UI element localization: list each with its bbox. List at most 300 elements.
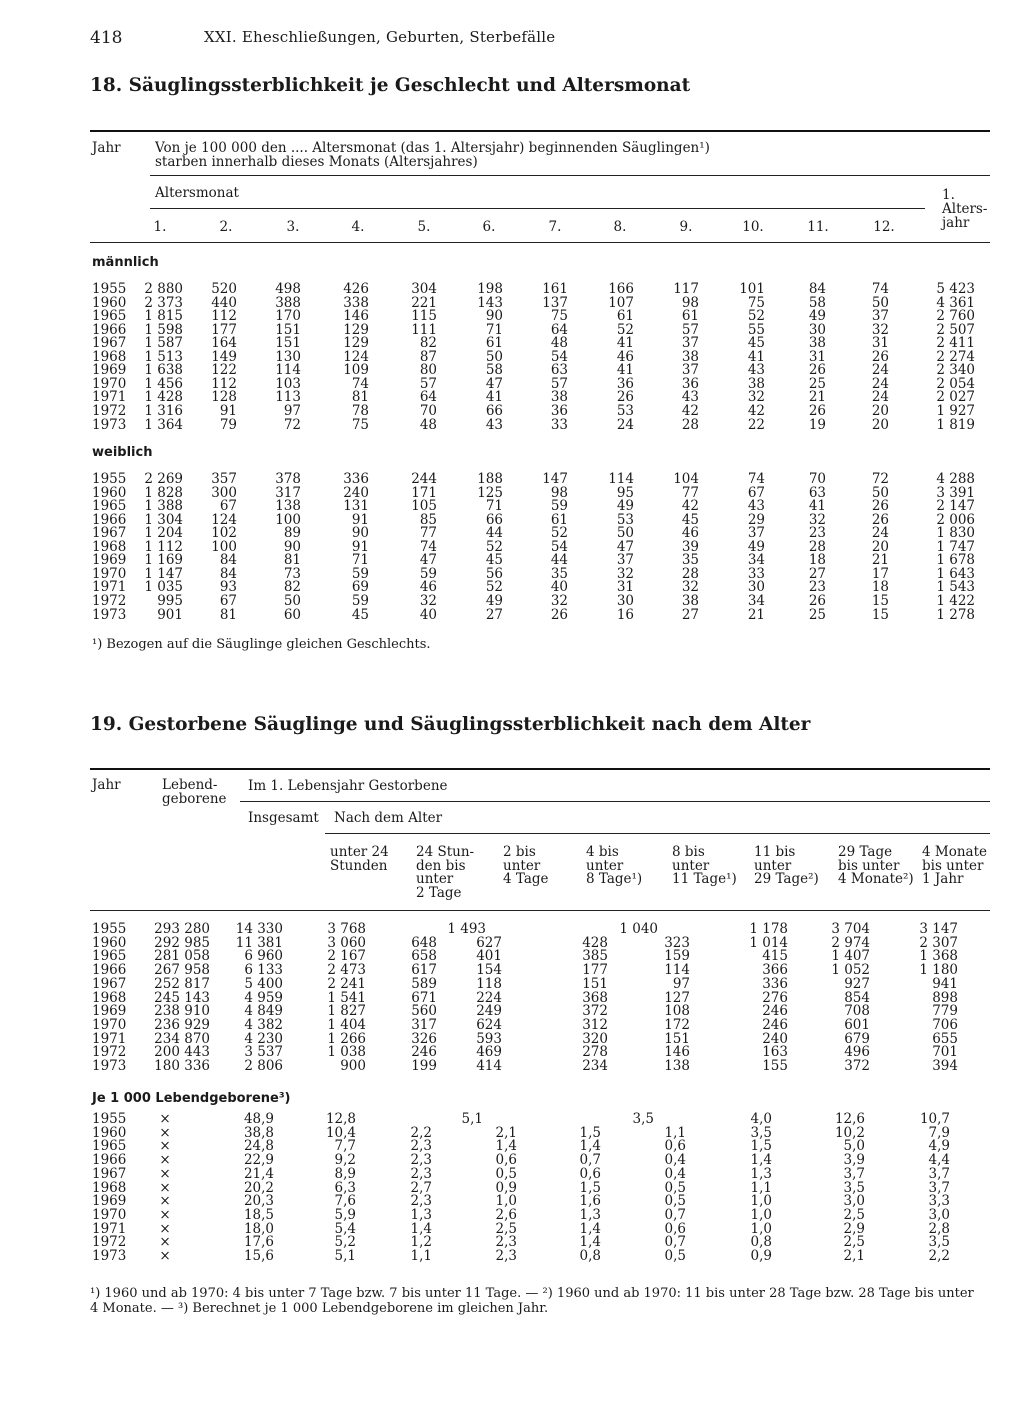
t19-value-cell: 3 060 — [327, 934, 366, 951]
t18-value-cell: 34 — [747, 552, 765, 569]
t19-year-cell: 1971 — [92, 1220, 127, 1237]
t18-value-cell: 77 — [681, 484, 699, 501]
t18-value-cell: 37 — [681, 335, 699, 352]
t19-value-cell: 679 — [844, 1030, 870, 1047]
t19-value-cell: 394 — [932, 1058, 958, 1074]
t18-value-cell: 1 638 — [144, 362, 183, 379]
t18-value-cell: 79 — [219, 416, 237, 433]
t18-value-cell: 338 — [343, 294, 369, 311]
t18-value-cell: 48 — [550, 335, 568, 352]
t18-value-cell: 26 — [871, 348, 889, 365]
t19-value-cell: 246 — [411, 1044, 437, 1061]
t19-value-cell: 898 — [932, 989, 958, 1006]
t18-value-cell: 149 — [211, 348, 237, 365]
t18-value-cell: 1 830 — [936, 525, 975, 542]
t18-value-cell: 57 — [419, 375, 437, 392]
t18-value-cell: 35 — [550, 565, 568, 582]
t19-value-cell: 5,1 — [461, 1111, 483, 1127]
t18-value-cell: 171 — [411, 484, 437, 501]
t19-value-cell: 658 — [411, 948, 437, 965]
t18-value-cell: 177 — [211, 321, 237, 338]
t19-value-cell: 5 400 — [244, 975, 283, 992]
t18-value-cell: 105 — [411, 498, 437, 515]
t18-value-cell: 30 — [616, 592, 634, 609]
t18-value-cell: 58 — [485, 362, 503, 379]
t19-value-cell: 1 368 — [919, 948, 958, 965]
t19-value-cell: 3,5 — [843, 1179, 865, 1196]
t18-value-cell: 39 — [681, 538, 699, 555]
t19-value-cell: 24,8 — [243, 1138, 274, 1155]
t19-value-cell: 163 — [762, 1044, 788, 1061]
t18-value-cell: 61 — [485, 335, 503, 352]
table-18-top-rule — [90, 130, 990, 132]
t18-value-cell: 21 — [747, 606, 765, 623]
t18-value-cell: 2 373 — [144, 294, 183, 311]
t18-year-cell: 1968 — [92, 538, 127, 555]
t19-value-cell: 2,3 — [410, 1193, 432, 1210]
t18-value-cell: 1 643 — [936, 565, 975, 582]
t18-value-cell: 317 — [275, 484, 301, 501]
t18-value-cell: 2 411 — [936, 335, 975, 352]
t19-value-cell: 0,7 — [664, 1206, 686, 1223]
t18-value-cell: 117 — [673, 281, 699, 297]
t19-value-cell: 151 — [582, 975, 608, 992]
t18-value-cell: 21 — [808, 389, 826, 406]
table-18-title: 18. Säuglingssterblichkeit je Geschlecht und Altersmonat — [90, 75, 691, 96]
t18-value-cell: 26 — [808, 362, 826, 379]
t19-age-col-header: 8 Tage¹) — [586, 871, 643, 887]
t18-value-cell: 1 927 — [936, 402, 975, 419]
t19-value-cell: 2 307 — [919, 934, 958, 951]
t18-year-cell: 1965 — [92, 498, 127, 515]
t19-value-cell: 18,5 — [243, 1206, 274, 1223]
t19-value-cell: 1,3 — [410, 1206, 432, 1223]
t19-year-cell: 1969 — [92, 1193, 127, 1210]
t19-age-col-header: unter — [754, 857, 792, 874]
t19-value-cell: 3 768 — [327, 921, 366, 937]
t18-year-cell: 1965 — [92, 308, 127, 325]
t18-month-header: 8. — [613, 219, 627, 235]
t19-value-cell: 2,2 — [928, 1248, 950, 1264]
t19-value-cell: 2 473 — [327, 962, 366, 979]
t19-age-col-header: 8 bis — [672, 844, 705, 860]
t18-year-col-1: 1. — [942, 187, 955, 203]
t18-value-cell: 28 — [808, 538, 826, 555]
t18-value-cell: 2 507 — [936, 321, 975, 338]
t18-value-cell: 170 — [275, 308, 301, 325]
t18-value-cell: 1 678 — [936, 552, 975, 569]
t18-value-cell: 38 — [747, 375, 765, 392]
t19-age-col-header: 29 Tage²) — [754, 871, 819, 887]
t18-value-cell: 47 — [419, 552, 437, 569]
t18-value-cell: 63 — [550, 362, 568, 379]
t18-value-cell: 15 — [871, 606, 889, 623]
t19-value-cell: 1,0 — [750, 1193, 772, 1210]
t19-value-cell: 249 — [476, 1003, 502, 1020]
t19-value-cell: 560 — [411, 1003, 437, 1020]
t19-value-cell: 708 — [844, 1003, 870, 1020]
t19-value-cell: 1,6 — [579, 1193, 601, 1210]
t18-value-cell: 24 — [871, 525, 889, 542]
t19-age-col-header: 11 Tage¹) — [672, 871, 737, 887]
t18-value-cell: 98 — [681, 294, 699, 311]
t19-value-cell: × — [159, 1206, 171, 1223]
t18-value-cell: 91 — [351, 511, 369, 528]
t18-value-cell: 66 — [485, 402, 503, 419]
t19-year-cell: 1970 — [92, 1016, 127, 1033]
t18-value-cell: 72 — [871, 471, 889, 487]
t18-value-cell: 30 — [808, 321, 826, 338]
t18-value-cell: 74 — [747, 471, 765, 487]
t18-value-cell: 74 — [871, 281, 889, 297]
t19-value-cell: 601 — [844, 1016, 870, 1033]
t18-value-cell: 73 — [283, 565, 301, 582]
t19-value-cell: 2,1 — [843, 1248, 865, 1264]
t18-value-cell: 378 — [275, 471, 301, 487]
t18-value-cell: 70 — [419, 402, 437, 419]
t19-value-cell: 1,5 — [579, 1124, 601, 1141]
t19-value-cell: 3 147 — [919, 921, 958, 937]
t19-value-cell: 4,9 — [928, 1138, 950, 1155]
t18-value-cell: 114 — [608, 471, 634, 487]
t19-value-cell: 114 — [664, 962, 690, 979]
t18-value-cell: 50 — [616, 525, 634, 542]
t19-value-cell: 0,6 — [664, 1220, 686, 1237]
t19-value-cell: 1,4 — [410, 1220, 432, 1237]
t19-value-cell: 0,5 — [664, 1179, 686, 1196]
t19-value-cell: 15,6 — [243, 1248, 274, 1264]
t18-value-cell: 50 — [485, 348, 503, 365]
t19-value-cell: × — [159, 1111, 171, 1127]
t18-value-cell: 59 — [550, 498, 568, 515]
t18-value-cell: 45 — [485, 552, 503, 569]
t19-value-cell: 22,9 — [243, 1152, 274, 1169]
t19-year-cell: 1965 — [92, 1138, 127, 1155]
t19-value-cell: × — [159, 1152, 171, 1169]
t19-value-cell: 1 178 — [749, 921, 788, 937]
t19-age-col-header: 1 Jahr — [922, 871, 964, 887]
t18-value-cell: 2 269 — [144, 471, 183, 487]
t19-value-cell: 0,5 — [664, 1193, 686, 1210]
t19-value-cell: × — [159, 1248, 171, 1264]
t19-value-cell: 3,7 — [928, 1179, 950, 1196]
t19-age-col-header: 24 Stun- — [416, 844, 475, 860]
t18-value-cell: 90 — [351, 525, 369, 542]
t19-value-cell: 151 — [664, 1030, 690, 1047]
t18-value-cell: 71 — [485, 321, 503, 338]
t19-value-cell: 1 407 — [831, 948, 870, 965]
t18-value-cell: 75 — [351, 416, 369, 433]
t18-value-cell: 1 364 — [144, 416, 183, 433]
t19-value-cell: 1 266 — [327, 1030, 366, 1047]
t19-value-cell: 627 — [476, 934, 502, 951]
t19-value-cell: 3,9 — [843, 1152, 865, 1169]
t18-value-cell: 61 — [681, 308, 699, 325]
t19-value-cell: 281 058 — [154, 948, 210, 965]
t18-value-cell: 15 — [871, 592, 889, 609]
t19-value-cell: 1,0 — [750, 1220, 772, 1237]
t19-year-cell: 1973 — [92, 1058, 127, 1074]
t19-value-cell: × — [159, 1124, 171, 1141]
t18-month-header: 10. — [742, 219, 764, 235]
t19-value-cell: 172 — [664, 1016, 690, 1033]
t18-year-cell: 1960 — [92, 484, 127, 501]
t19-value-cell: 368 — [582, 989, 608, 1006]
t18-value-cell: 38 — [550, 389, 568, 406]
t19-value-cell: 2,5 — [843, 1234, 865, 1251]
t18-value-cell: 151 — [275, 321, 301, 338]
t19-value-cell: 1,4 — [495, 1138, 517, 1155]
t18-value-cell: 388 — [275, 294, 301, 311]
t18-value-cell: 100 — [275, 511, 301, 528]
t18-value-cell: 78 — [351, 402, 369, 419]
t19-nach-alter-label: Nach dem Alter — [334, 810, 443, 826]
t19-value-cell: 292 985 — [154, 934, 210, 951]
t19-value-cell: 3,7 — [843, 1165, 865, 1182]
t19-value-cell: 10,2 — [834, 1124, 865, 1141]
t18-value-cell: 52 — [550, 525, 568, 542]
t19-age-col-header: bis unter — [922, 857, 984, 874]
t18-year-cell: 1971 — [92, 389, 127, 406]
t19-col-jahr: Jahr — [92, 777, 121, 793]
t19-value-cell: 238 910 — [154, 1003, 210, 1020]
t19-year-cell: 1968 — [92, 989, 127, 1006]
t18-value-cell: 32 — [616, 565, 634, 582]
t18-value-cell: 336 — [343, 471, 369, 487]
t19-year-cell: 1972 — [92, 1234, 127, 1251]
t18-value-cell: 122 — [211, 362, 237, 379]
t19-value-cell: 4 230 — [244, 1030, 283, 1047]
t18-value-cell: 71 — [485, 498, 503, 515]
t18-value-cell: 81 — [351, 389, 369, 406]
t19-value-cell: 3,3 — [928, 1193, 950, 1210]
t18-value-cell: 1 513 — [144, 348, 183, 365]
t18-value-cell: 90 — [485, 308, 503, 325]
t19-value-cell: 5,2 — [334, 1234, 356, 1251]
t18-value-cell: 57 — [550, 375, 568, 392]
t18-header-bottom-rule — [90, 242, 990, 243]
t18-year-cell: 1971 — [92, 579, 127, 596]
t19-value-cell: × — [159, 1165, 171, 1182]
t18-value-cell: 17 — [871, 565, 889, 582]
t19-value-cell: 0,9 — [495, 1179, 517, 1196]
t18-value-cell: 84 — [808, 281, 826, 297]
t18-value-cell: 47 — [616, 538, 634, 555]
t19-value-cell: 323 — [664, 934, 690, 951]
t18-value-cell: 25 — [808, 375, 826, 392]
t18-value-cell: 24 — [616, 416, 634, 433]
t18-value-cell: 19 — [808, 416, 826, 433]
t19-value-cell: 2,9 — [843, 1220, 865, 1237]
t18-value-cell: 41 — [747, 348, 765, 365]
t18-value-cell: 26 — [550, 606, 568, 623]
t18-value-cell: 103 — [275, 375, 301, 392]
t18-value-cell: 147 — [542, 471, 568, 487]
t18-value-cell: 38 — [681, 592, 699, 609]
t19-value-cell: 1 541 — [327, 989, 366, 1006]
t19-value-cell: 2 167 — [327, 948, 366, 965]
t19-value-cell: 21,4 — [243, 1165, 274, 1182]
t19-year-cell: 1967 — [92, 975, 127, 992]
t19-year-cell: 1973 — [92, 1248, 127, 1264]
t18-value-cell: 2 006 — [936, 511, 975, 528]
t19-value-cell: 7,6 — [334, 1193, 356, 1210]
t18-value-cell: 1 304 — [144, 511, 183, 528]
t19-im1-label: Im 1. Lebensjahr Gestorbene — [248, 778, 448, 794]
t19-value-cell: 320 — [582, 1030, 608, 1047]
t19-rule-under-im1 — [240, 801, 990, 802]
t18-value-cell: 56 — [485, 565, 503, 582]
t19-value-cell: 1,3 — [579, 1206, 601, 1223]
t18-value-cell: 24 — [871, 362, 889, 379]
t18-value-cell: 137 — [542, 294, 568, 311]
t19-value-cell: 1,1 — [410, 1248, 432, 1264]
t18-value-cell: 115 — [411, 308, 437, 325]
t18-month-header: 6. — [482, 219, 496, 235]
t19-value-cell: 278 — [582, 1044, 608, 1061]
table-19-top-rule — [90, 768, 990, 770]
t19-value-cell: × — [159, 1220, 171, 1237]
t18-month-header: 3. — [286, 219, 300, 235]
t19-age-col-header: bis unter — [838, 857, 900, 874]
t19-value-cell: × — [159, 1234, 171, 1251]
t18-value-cell: 67 — [747, 484, 765, 501]
t18-value-cell: 143 — [477, 294, 503, 311]
t18-value-cell: 2 147 — [936, 498, 975, 515]
t19-value-cell: 1,5 — [579, 1179, 601, 1196]
t19-value-cell: 12,6 — [834, 1111, 865, 1127]
t18-value-cell: 26 — [616, 389, 634, 406]
t19-value-cell: 234 870 — [154, 1030, 210, 1047]
t19-value-cell: 6 960 — [244, 948, 283, 965]
t19-year-cell: 1960 — [92, 934, 127, 951]
t18-value-cell: 1 815 — [144, 308, 183, 325]
t18-year-cell: 1955 — [92, 281, 127, 297]
t19-value-cell: 108 — [664, 1003, 690, 1020]
t18-intro-line1: Von je 100 000 den .... Altersmonat (das 1. Altersjahr) beginnenden Säuglingen¹) — [155, 140, 710, 156]
t18-value-cell: 20 — [871, 402, 889, 419]
t18-value-cell: 164 — [211, 335, 237, 352]
t19-value-cell: 267 958 — [154, 962, 210, 979]
t19-value-cell: 366 — [762, 962, 788, 979]
t19-value-cell: 336 — [762, 975, 788, 992]
t18-value-cell: 18 — [808, 552, 826, 569]
t19-value-cell: 4 382 — [244, 1016, 283, 1033]
t18-value-cell: 42 — [681, 498, 699, 515]
t18-value-cell: 32 — [419, 592, 437, 609]
t18-value-cell: 2 340 — [936, 362, 975, 379]
t18-value-cell: 36 — [616, 375, 634, 392]
t18-value-cell: 2 880 — [144, 281, 183, 297]
t18-value-cell: 93 — [219, 579, 237, 596]
t19-value-cell: 6,3 — [334, 1179, 356, 1196]
t19-value-cell: 4,0 — [750, 1111, 772, 1127]
t18-col-jahr: Jahr — [92, 140, 121, 156]
t18-value-cell: 52 — [747, 308, 765, 325]
t19-value-cell: 2 974 — [831, 934, 870, 951]
t18-value-cell: 44 — [485, 525, 503, 542]
t19-value-cell: 3,5 — [928, 1234, 950, 1251]
t19-value-cell: 245 143 — [154, 989, 210, 1006]
t18-value-cell: 33 — [550, 416, 568, 433]
t19-value-cell: 1 052 — [831, 962, 870, 979]
t19-value-cell: 1,2 — [410, 1234, 432, 1251]
t18-value-cell: 67 — [219, 592, 237, 609]
t19-year-cell: 1969 — [92, 1003, 127, 1020]
t18-year-cell: 1960 — [92, 294, 127, 311]
t18-value-cell: 50 — [871, 294, 889, 311]
t18-value-cell: 23 — [808, 579, 826, 596]
t18-value-cell: 38 — [808, 335, 826, 352]
t18-value-cell: 71 — [351, 552, 369, 569]
t18-value-cell: 69 — [351, 579, 369, 596]
t19-value-cell: 1 180 — [919, 962, 958, 979]
t18-value-cell: 102 — [211, 525, 237, 542]
t18-value-cell: 50 — [283, 592, 301, 609]
t18-month-header: 2. — [219, 219, 233, 235]
t18-value-cell: 498 — [275, 281, 301, 297]
t18-value-cell: 995 — [157, 592, 183, 609]
t18-value-cell: 29 — [747, 511, 765, 528]
t18-value-cell: 44 — [550, 552, 568, 569]
t18-value-cell: 26 — [808, 402, 826, 419]
t19-value-cell: 2,7 — [410, 1179, 432, 1196]
t18-value-cell: 61 — [616, 308, 634, 325]
t18-value-cell: 1 587 — [144, 335, 183, 352]
t18-value-cell: 46 — [419, 579, 437, 596]
t18-rule-under-intro — [150, 175, 990, 176]
t18-value-cell: 77 — [419, 525, 437, 542]
t18-value-cell: 53 — [616, 402, 634, 419]
t19-value-cell: 252 817 — [154, 975, 210, 992]
t18-value-cell: 84 — [219, 552, 237, 569]
t18-value-cell: 34 — [747, 592, 765, 609]
t18-value-cell: 27 — [485, 606, 503, 623]
t19-value-cell: 624 — [476, 1016, 502, 1033]
t19-value-cell: 246 — [762, 1003, 788, 1020]
t19-value-cell: 138 — [664, 1058, 690, 1074]
t19-value-cell: 1,4 — [579, 1234, 601, 1251]
t19-year-cell: 1971 — [92, 1030, 127, 1047]
t18-value-cell: 4 361 — [936, 294, 975, 311]
t18-value-cell: 3 391 — [936, 484, 975, 501]
t19-value-cell: 0,7 — [664, 1234, 686, 1251]
t19-year-cell: 1970 — [92, 1206, 127, 1223]
t19-value-cell: 3,5 — [750, 1124, 772, 1141]
t18-value-cell: 129 — [343, 321, 369, 338]
t19-value-cell: × — [159, 1193, 171, 1210]
t19-year-cell: 1968 — [92, 1179, 127, 1196]
t19-value-cell: 14 330 — [235, 921, 283, 937]
t18-year-col-3: jahr — [942, 215, 970, 231]
t18-value-cell: 31 — [808, 348, 826, 365]
t19-value-cell: 372 — [582, 1003, 608, 1020]
t18-value-cell: 112 — [211, 308, 237, 325]
t18-value-cell: 161 — [542, 281, 568, 297]
t18-value-cell: 113 — [275, 389, 301, 406]
t19-value-cell: 1,0 — [495, 1193, 517, 1210]
t18-value-cell: 45 — [681, 511, 699, 528]
t18-value-cell: 146 — [343, 308, 369, 325]
t19-value-cell: 159 — [664, 948, 690, 965]
t19-value-cell: 0,5 — [664, 1248, 686, 1264]
t19-age-col-header: unter — [586, 857, 624, 874]
t19-value-cell: 2,3 — [495, 1234, 517, 1251]
t19-value-cell: 293 280 — [154, 921, 210, 937]
t19-value-cell: 97 — [672, 975, 690, 992]
t18-value-cell: 124 — [211, 511, 237, 528]
t18-value-cell: 240 — [343, 484, 369, 501]
